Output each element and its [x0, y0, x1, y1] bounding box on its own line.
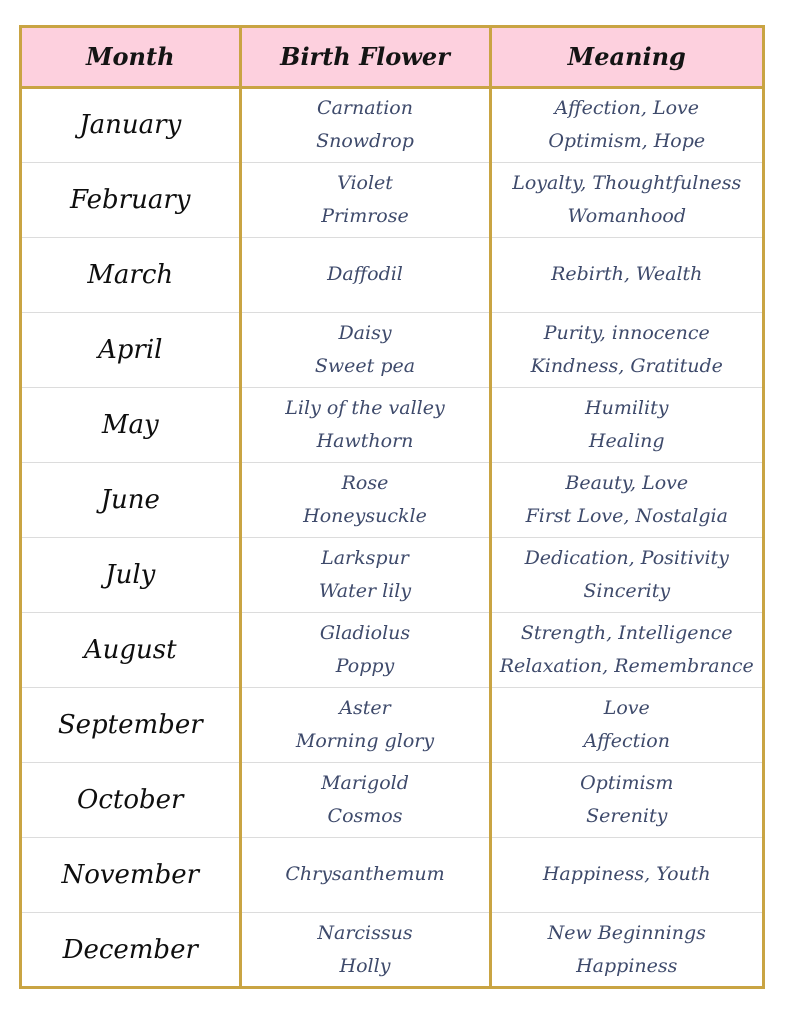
- meaning-text: Happiness, Youth: [542, 863, 711, 885]
- meaning-text: Affection: [583, 729, 670, 752]
- flower-name: Daffodil: [327, 263, 403, 285]
- meaning-text: Optimism, Hope: [548, 130, 706, 152]
- meaning-cell: [490, 837, 762, 912]
- birth-flower-cell: [240, 87, 490, 162]
- flower-name: Cosmos: [327, 804, 403, 827]
- flower-name: Chrysanthemum: [285, 863, 445, 885]
- meaning-text: Rebirth, Wealth: [551, 263, 703, 285]
- flower-name: Rose: [341, 471, 389, 494]
- flower-name: Violet: [337, 171, 393, 194]
- meaning-text: Loyalty, Thoughtfulness: [512, 171, 742, 194]
- meaning-text: Serenity: [586, 804, 668, 827]
- table-row: [22, 912, 762, 987]
- flower-name: Aster: [339, 696, 391, 719]
- birth-flower-cell: [240, 612, 490, 687]
- meaning-text: Love: [603, 696, 650, 719]
- header-meaning: Meaning: [490, 28, 762, 87]
- meaning-text: Dedication, Positivity: [524, 546, 729, 569]
- meaning-text: Humility: [585, 396, 669, 419]
- month-cell: May: [22, 387, 240, 462]
- flower-name: Water lily: [318, 579, 412, 602]
- meaning-text: Affection, Love: [554, 97, 700, 119]
- meaning-text: Sincerity: [583, 579, 671, 602]
- meaning-cell: [490, 162, 762, 237]
- flower-name: Gladiolus: [319, 621, 411, 644]
- table-row: [22, 87, 762, 162]
- month-cell: March: [22, 237, 240, 312]
- table-row: [22, 162, 762, 237]
- flower-name: Hawthorn: [316, 429, 414, 452]
- flower-name: Lily of the valley: [285, 396, 445, 419]
- flower-name: Holly: [339, 954, 391, 977]
- flower-name: Marigold: [321, 771, 409, 794]
- header-birth-flower: Birth Flower: [240, 28, 490, 87]
- flower-name: Morning glory: [295, 729, 435, 752]
- meaning-cell: [490, 537, 762, 612]
- meaning-cell: [490, 312, 762, 387]
- flower-name: Larkspur: [321, 546, 409, 569]
- month-cell: November: [22, 837, 240, 912]
- meaning-text: Purity, innocence: [543, 321, 710, 344]
- table-body: [22, 87, 762, 987]
- meaning-cell: [490, 387, 762, 462]
- birth-flower-cell: [240, 162, 490, 237]
- header-month: Month: [22, 28, 240, 87]
- meaning-text: Optimism: [580, 771, 674, 794]
- header-row: [22, 28, 762, 87]
- birth-flower-cell: [240, 387, 490, 462]
- birth-flower-chart: [19, 25, 765, 989]
- month-cell: June: [22, 462, 240, 537]
- flower-name: Honeysuckle: [303, 504, 427, 527]
- meaning-text: Strength, Intelligence: [520, 621, 733, 644]
- month-cell: April: [22, 312, 240, 387]
- table-row: [22, 687, 762, 762]
- meaning-cell: [490, 462, 762, 537]
- table-row: [22, 612, 762, 687]
- birth-flower-cell: [240, 762, 490, 837]
- flower-name: Sweet pea: [314, 354, 416, 377]
- meaning-cell: [490, 237, 762, 312]
- meaning-text: Kindness, Gratitude: [530, 354, 723, 377]
- month-cell: December: [62, 934, 198, 965]
- flower-name: Narcissus: [317, 921, 413, 944]
- table-row: [22, 762, 762, 837]
- meaning-text: Womanhood: [567, 204, 687, 227]
- meaning-text: New Beginnings: [547, 921, 706, 944]
- month-cell: January: [22, 87, 240, 162]
- table-row: [22, 387, 762, 462]
- table-row: [22, 312, 762, 387]
- month-cell: February: [22, 162, 240, 237]
- birth-flower-cell: [240, 537, 490, 612]
- meaning-text: Beauty, Love: [565, 471, 689, 494]
- table-row: [22, 462, 762, 537]
- birth-flower-cell: [240, 462, 490, 537]
- birth-flower-cell: [240, 687, 490, 762]
- meaning-text: Healing: [588, 429, 665, 452]
- table-header: [22, 28, 762, 87]
- birth-flower-cell: [240, 837, 490, 912]
- birth-flower-table: [22, 28, 762, 987]
- month-cell: August: [22, 612, 240, 687]
- birth-flower-cell: [240, 912, 490, 987]
- meaning-cell: [490, 612, 762, 687]
- month-cell: October: [22, 762, 240, 837]
- birth-flower-cell: [240, 237, 490, 312]
- meaning-cell: [490, 87, 762, 162]
- month-cell: July: [22, 537, 240, 612]
- meaning-cell: [490, 912, 762, 987]
- meaning-text: First Love, Nostalgia: [525, 504, 728, 527]
- table-row: [22, 537, 762, 612]
- table-row: [22, 837, 762, 912]
- flower-name: Daisy: [338, 321, 392, 344]
- meaning-cell: [490, 687, 762, 762]
- birth-flower-cell: [240, 312, 490, 387]
- meaning-text: Relaxation, Remembrance: [499, 654, 754, 677]
- meaning-text: Happiness: [576, 954, 678, 977]
- flower-name: Snowdrop: [316, 130, 414, 152]
- table-row: [22, 237, 762, 312]
- meaning-cell: [490, 762, 762, 837]
- flower-name: Poppy: [335, 654, 395, 677]
- month-cell: September: [22, 687, 240, 762]
- flower-name: Carnation: [317, 97, 413, 119]
- flower-name: Primrose: [321, 204, 409, 227]
